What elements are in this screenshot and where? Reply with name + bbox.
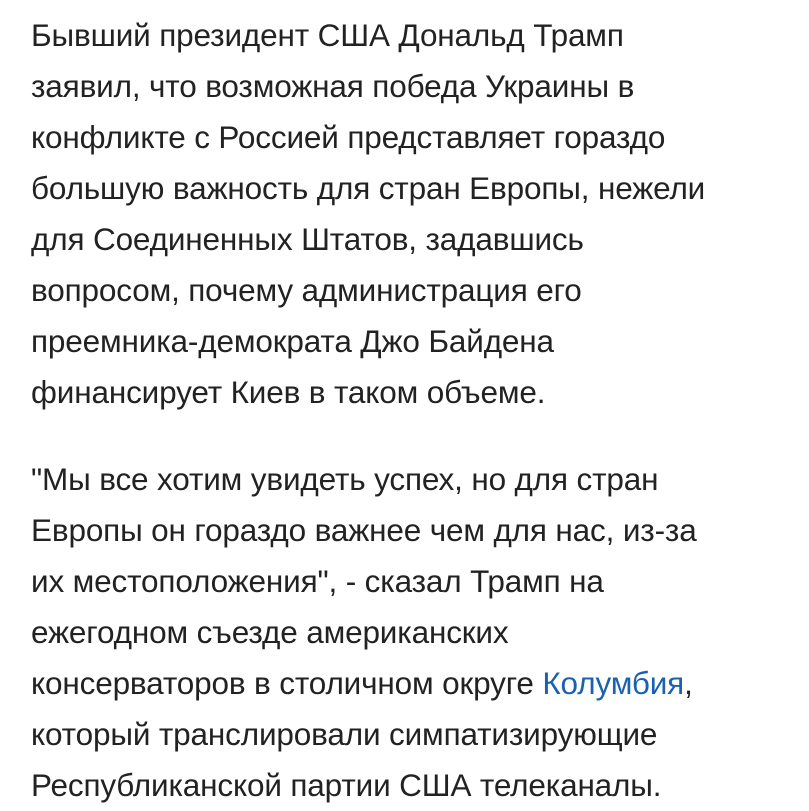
paragraph-1-line: преемника-демократа Джо Байдена (31, 323, 554, 359)
paragraph-1-line: Бывший президент США Дональд Трамп (31, 17, 624, 53)
paragraph-spacer (31, 418, 776, 454)
article-body (31, 10, 776, 811)
paragraph-1-line: для Соединенных Штатов, задавшись (31, 221, 584, 257)
paragraph-2-line: Республиканской партии США телеканалы. (31, 767, 662, 803)
paragraph-2 (31, 454, 776, 811)
paragraph-1-line: конфликте с Россией представляет гораздо (31, 119, 666, 155)
paragraph-2-line: Европы он гораздо важнее чем для нас, из-за (31, 512, 697, 548)
paragraph-1-line: заявил, что возможная победа Украины в (31, 68, 635, 104)
link-line-prefix: консерваторов в столичном округе (31, 665, 543, 701)
columbia-link[interactable]: Колумбия (542, 665, 685, 701)
paragraph-2-line: ежегодном съезде американских (31, 614, 509, 650)
paragraph-2-link-line (31, 658, 776, 709)
paragraph-1-line: вопросом, почему администрация его (31, 272, 582, 308)
paragraph-1-line: большую важность для стран Европы, нежели (31, 170, 706, 206)
paragraph-2-line: их местоположения", - сказал Трамп на (31, 563, 604, 599)
paragraph-2-line: который транслировали симпатизирующие (31, 716, 658, 752)
paragraph-1-line: финансирует Киев в таком объеме. (31, 374, 546, 410)
paragraph-2-line: "Мы все хотим увидеть успех, но для стран (31, 461, 659, 497)
paragraph-1 (31, 10, 776, 418)
link-line-suffix: , (684, 665, 693, 701)
